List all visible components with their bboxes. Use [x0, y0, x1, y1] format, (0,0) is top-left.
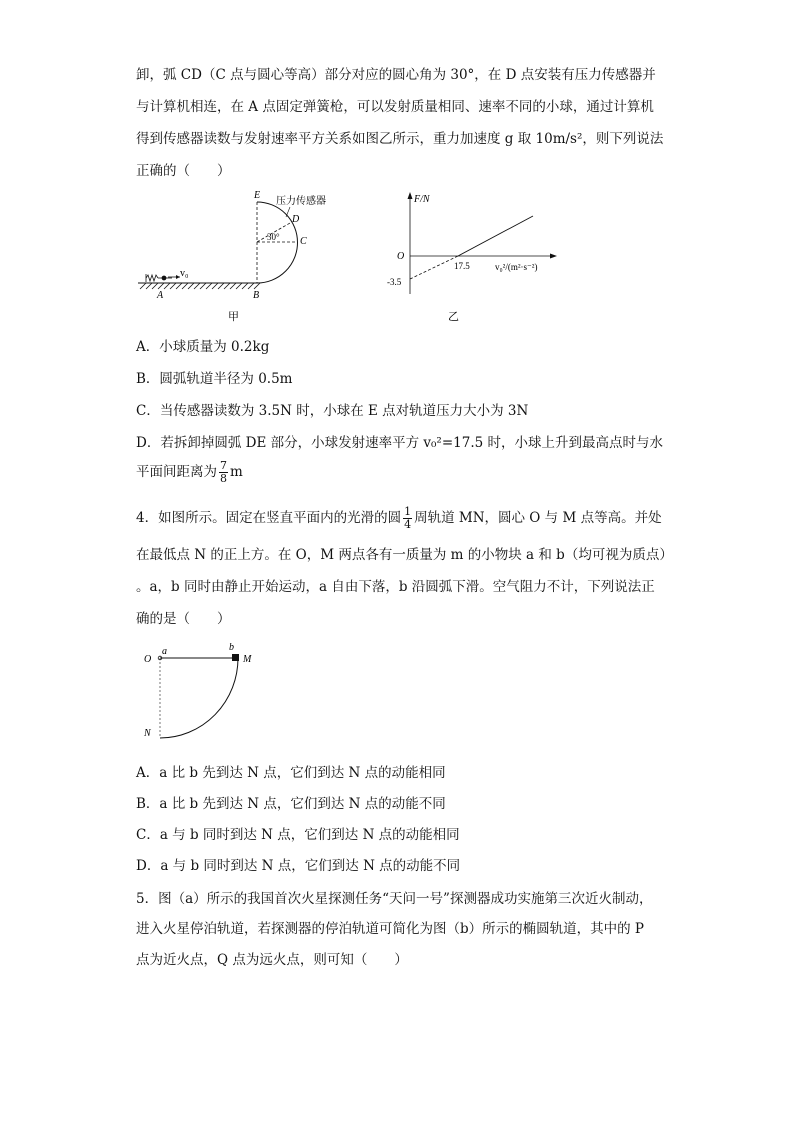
q3-intro-line-4: 正确的（ ）	[136, 163, 231, 179]
q4-option-D: D．a 与 b 同时到达 N 点，它们到达 N 点的动能不同	[136, 858, 461, 874]
figure-yi	[380, 186, 570, 326]
fraction-7-8	[219, 460, 228, 485]
q4-option-C: C．a 与 b 同时到达 N 点，它们到达 N 点的动能相同	[136, 827, 460, 843]
label-A: A	[157, 290, 164, 301]
label-a: a	[162, 646, 167, 657]
label-x-tick: 17.5	[454, 261, 470, 271]
fraction-numerator: 1	[404, 505, 412, 518]
label-v0: v₀	[180, 268, 189, 279]
block-b	[232, 654, 239, 661]
ground-hatch	[140, 283, 260, 289]
label-C: C	[300, 236, 307, 247]
caption-yi: 乙	[448, 311, 459, 323]
q3-option-B: B．圆弧轨道半径为 0.5m	[136, 371, 293, 387]
caption-jia: 甲	[228, 311, 239, 323]
q4-line-2: 在最低点 N 的正上方。在 O，M 两点各有一质量为 m 的小物块 a 和 b（均可视为质点）	[136, 547, 673, 563]
label-D: D	[292, 214, 300, 225]
q4-line-1-text: 4．如图所示。固定在竖直平面内的光滑的圆	[136, 510, 402, 526]
q3-intro-line-2: 与计算机相连，在 A 点固定弹簧枪，可以发射质量相同、速率不同的小球，通过计算机	[136, 99, 654, 115]
label-F-axis: F/N	[414, 194, 430, 205]
q4-option-B: B．a 比 b 先到达 N 点，它们到达 N 点的动能不同	[136, 796, 446, 812]
figure-q4	[140, 638, 270, 748]
label-b: b	[229, 642, 234, 653]
q4-line-3: 。a，b 同时由静止开始运动，a 自由下落，b 沿圆弧下滑。空气阻力不计，下列说法正	[136, 579, 655, 595]
spring-gun	[146, 274, 172, 282]
q4-line-1-text-end: 周轨道 MN，圆心 O 与 M 点等高。并处	[414, 510, 662, 526]
figure-jia	[130, 186, 350, 326]
q3-option-C: C．当传感器读数为 3.5N 时，小球在 E 点对轨道压力大小为 3N	[136, 403, 529, 419]
label-v0sq-axis: v₀²/(m²·s⁻²)	[495, 262, 538, 272]
label-angle: 30°	[267, 232, 280, 242]
label-B: B	[253, 290, 260, 301]
fraction-denominator: 8	[220, 472, 227, 485]
fraction-1-4	[403, 506, 412, 531]
q5-line-2: 进入火星停泊轨道，若探测器的停泊轨道可简化为图（b）所示的椭圆轨道，其中的 P	[136, 921, 645, 937]
label-M: M	[243, 654, 252, 665]
label-y-tick: -3.5	[387, 277, 402, 287]
q3-option-D-line-2	[136, 460, 243, 485]
arc-MN	[160, 658, 238, 738]
q3-option-D-line-1: D．若拆卸掉圆弧 DE 部分，小球发射速率平方 v₀²=17.5 时，小球上升到最高点时与水	[136, 435, 663, 451]
q4-line-4: 确的是（ ）	[136, 611, 231, 627]
label-sensor: 压力传感器	[276, 196, 326, 207]
q5-line-3: 点为近火点，Q 点为远火点，则可知（ ）	[136, 952, 408, 968]
q4-option-A: A．a 比 b 先到达 N 点，它们到达 N 点的动能相同	[136, 765, 446, 781]
q3-option-D-text: 平面间距离为	[136, 464, 217, 480]
label-E: E	[254, 190, 261, 201]
q3-option-D-unit: m	[230, 464, 243, 480]
fraction-numerator: 7	[220, 459, 227, 472]
label-origin: O	[397, 251, 405, 262]
fraction-denominator: 4	[404, 518, 412, 531]
label-N: N	[144, 728, 151, 739]
q4-line-1	[136, 506, 662, 531]
q3-option-A: A．小球质量为 0.2kg	[136, 339, 270, 355]
q3-intro-line-3: 得到传感器读数与发射速率平方关系如图乙所示，重力加速度 g 取 10m/s²，则下列说法	[136, 131, 664, 147]
graph-dashed-segment	[410, 256, 458, 279]
label-O: O	[144, 654, 152, 665]
q5-line-1: 5．图（a）所示的我国首次火星探测任务“天问一号”探测器成功实施第三次近火制动，	[136, 891, 653, 907]
q3-intro-line-1: 卸，弧 CD（C 点与圆心等高）部分对应的圆心角为 30°，在 D 点安装有压力传感器并	[136, 67, 656, 83]
graph-line	[458, 216, 533, 256]
